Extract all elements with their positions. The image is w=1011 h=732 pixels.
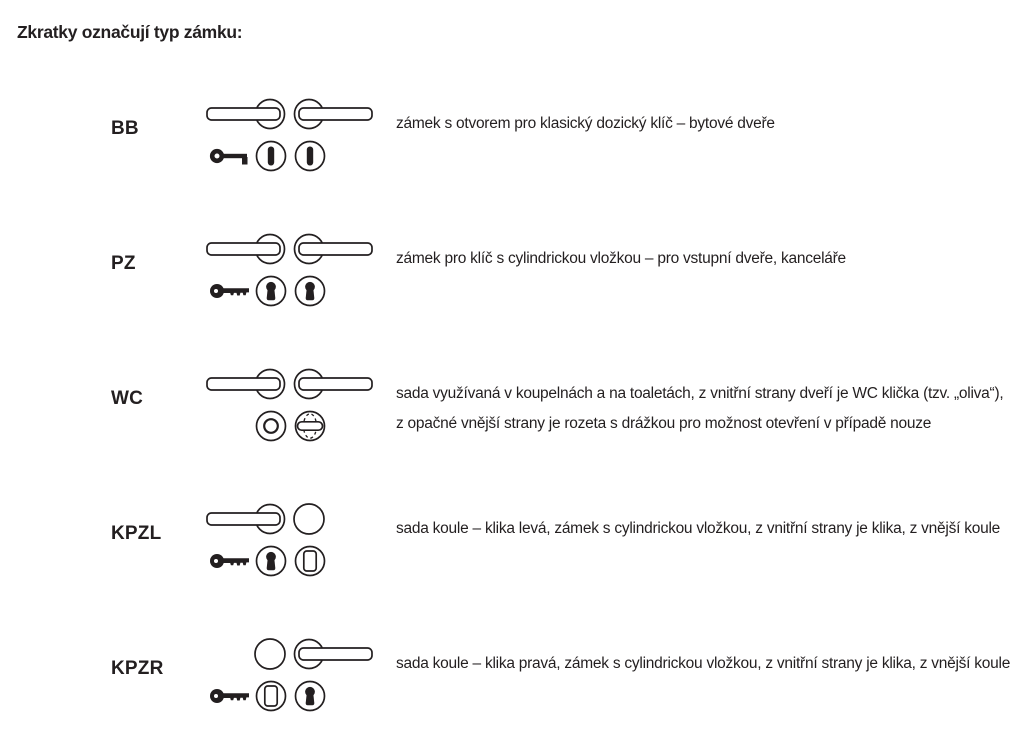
lever-handle-left-icon [207, 100, 285, 129]
lever-handle-right-icon [295, 370, 373, 399]
blind-rosette-icon [296, 547, 325, 576]
pz-keyhole-rosette-icon [296, 277, 325, 306]
blind-rosette-icon [257, 682, 286, 711]
wc-oliva-knob-icon [296, 412, 325, 441]
lock-type-description [396, 379, 1004, 439]
lock-type-code: BB [111, 118, 139, 139]
lock-type-code: WC [111, 388, 144, 409]
pz-keyhole-rosette-icon [257, 547, 286, 576]
description-line: z opačné vnější strany je rozeta s drážkou pro možnost otevření v případě nouze [396, 415, 932, 432]
lockset-diagram [205, 634, 380, 719]
lock-type-description [396, 649, 1011, 679]
bb-keyhole-rosette-icon [296, 142, 325, 171]
lock-type-row-pz [0, 229, 1011, 319]
ball-knob-icon [255, 639, 285, 669]
lock-type-row-bb [0, 94, 1011, 184]
description-line: sada koule – klika pravá, zámek s cylindrickou vložkou, z vnitřní strany je klika, z vnější koule [396, 655, 1011, 672]
lock-type-code: PZ [111, 253, 136, 274]
lock-type-code: KPZR [111, 658, 164, 679]
lockset-diagram [205, 229, 380, 314]
description-line: zámek pro klíč s cylindrickou vložkou – pro vstupní dveře, kanceláře [396, 250, 846, 267]
lock-type-description [396, 244, 1004, 274]
lever-handle-right-icon [295, 100, 373, 129]
lock-type-row-kpzl [0, 499, 1011, 589]
description-line: zámek s otvorem pro klasický dozický klíč – bytové dveře [396, 115, 775, 132]
lever-handle-right-icon [295, 235, 373, 264]
lock-type-description [396, 514, 1004, 544]
lever-handle-right-icon [295, 640, 373, 669]
lock-type-row-wc [0, 364, 1011, 454]
page-title: Zkratky označují typ zámku: [17, 22, 243, 42]
description-line: sada využívaná v koupelnách a na toaletách, z vnitřní strany dveří je WC klička (tzv. „oliva“), [396, 385, 1004, 402]
lever-handle-left-icon [207, 505, 285, 534]
pz-keyhole-rosette-icon [296, 682, 325, 711]
pz-keyhole-rosette-icon [257, 277, 286, 306]
groove-rosette-icon [257, 412, 286, 441]
description-line: sada koule – klika levá, zámek s cylindrickou vložkou, z vnitřní strany je klika, z vnější koule [396, 520, 1001, 537]
bb-keyhole-rosette-icon [257, 142, 286, 171]
lever-handle-left-icon [207, 235, 285, 264]
lock-type-row-kpzr [0, 634, 1011, 724]
cylinder-key-icon [210, 554, 249, 568]
cylinder-key-icon [210, 689, 249, 703]
lock-type-description [396, 109, 1004, 139]
lock-type-code: KPZL [111, 523, 162, 544]
lockset-diagram [205, 94, 380, 179]
lever-handle-left-icon [207, 370, 285, 399]
cylinder-key-icon [210, 284, 249, 298]
bit-key-icon [212, 151, 247, 164]
lockset-diagram [205, 499, 380, 584]
lockset-diagram [205, 364, 380, 449]
ball-knob-icon [294, 504, 324, 534]
